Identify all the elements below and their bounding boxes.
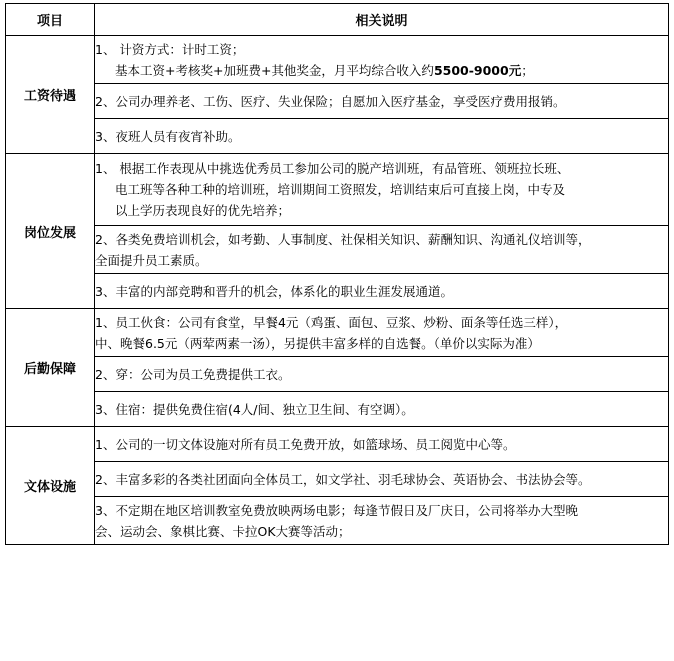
- item-line: 全面提升员工素质。: [95, 252, 208, 268]
- header-item: 项目: [6, 4, 95, 36]
- salary-tail: ；: [521, 62, 534, 78]
- table-row: [6, 274, 669, 309]
- table-row: [6, 84, 669, 119]
- item-facilities: [95, 427, 669, 462]
- item-line: 2、穿：公司为员工免费提供工衣。: [95, 366, 291, 382]
- item-line: 会、运动会、象棋比赛、卡拉OK大赛等活动；: [95, 523, 351, 539]
- category-logistics: 后勤保障: [6, 309, 95, 427]
- item-line: 3、不定期在地区培训教室免费放映两场电影；每逢节假日及厂庆日，公司将举办大型晚: [95, 502, 578, 518]
- item-line: 1、公司的一切文体设施对所有员工免费开放，如篮球场、员工阅览中心等。: [95, 436, 516, 452]
- item-line: 2、丰富多彩的各类社团面向全体员工，如文学社、羽毛球协会、英语协会、书法协会等。: [95, 471, 591, 487]
- header-row: [6, 4, 669, 36]
- item-meals: [95, 309, 669, 357]
- table-row: [6, 154, 669, 226]
- category-salary: 工资待遇: [6, 36, 95, 154]
- salary-composition: 基本工资+考核奖+加班费+其他奖金，月平均综合收入约: [115, 62, 434, 78]
- item-uniform: [95, 357, 669, 392]
- item-night-shift: [95, 119, 669, 154]
- item-line: 2、各类免费培训机会，如考勤、人事制度、社保相关知识、薪酬知识、沟通礼仪培训等，: [95, 231, 591, 247]
- table-row: [6, 427, 669, 462]
- table-row: [6, 357, 669, 392]
- item-insurance: [95, 84, 669, 119]
- item-salary-method: [95, 36, 669, 84]
- category-career: 岗位发展: [6, 154, 95, 309]
- item-promotion: [95, 274, 669, 309]
- item-line: [95, 60, 668, 81]
- item-line: 1、员工伙食：公司有食堂，早餐4元（鸡蛋、面包、豆浆、炒粉、面条等任选三样），: [95, 314, 568, 330]
- item-line: 1、 计资方式：计时工资；: [95, 41, 245, 57]
- item-line: 3、住宿：提供免费住宿(4人/间、独立卫生间、有空调）。: [95, 401, 414, 417]
- header-description: 相关说明: [95, 4, 669, 36]
- item-training-class: [95, 154, 669, 226]
- item-dormitory: [95, 392, 669, 427]
- item-free-training: [95, 226, 669, 274]
- salary-range: 5500-9000元: [433, 62, 522, 78]
- table-row: [6, 392, 669, 427]
- item-clubs: [95, 462, 669, 497]
- item-line: 以上学历表现良好的优先培养；: [115, 203, 291, 218]
- benefits-table: [5, 3, 669, 545]
- table-row: [6, 36, 669, 84]
- item-line: 3、夜班人员有夜宵补助。: [95, 128, 241, 144]
- item-line: 3、丰富的内部竞聘和晋升的机会，体系化的职业生涯发展通道。: [95, 283, 453, 299]
- item-line: 电工班等各种工种的培训班，培训期间工资照发，培训结束后可直接上岗，中专及: [115, 182, 566, 197]
- item-events: [95, 497, 669, 545]
- item-line: 中、晚餐6.5元（两荤两素一汤），另提供丰富多样的自选餐。（单价以实际为准）: [95, 335, 540, 351]
- item-line: 2、公司办理养老、工伤、医疗、失业保险；自愿加入医疗基金，享受医疗费用报销。: [95, 93, 566, 109]
- table-row: [6, 226, 669, 274]
- table-row: [6, 497, 669, 545]
- table-row: [6, 309, 669, 357]
- table-row: [6, 462, 669, 497]
- item-line: 1、 根据工作表现从中挑选优秀员工参加公司的脱产培训班，有品管班、领班拉长班、: [95, 161, 570, 176]
- table-row: [6, 119, 669, 154]
- category-recreation: 文体设施: [6, 427, 95, 545]
